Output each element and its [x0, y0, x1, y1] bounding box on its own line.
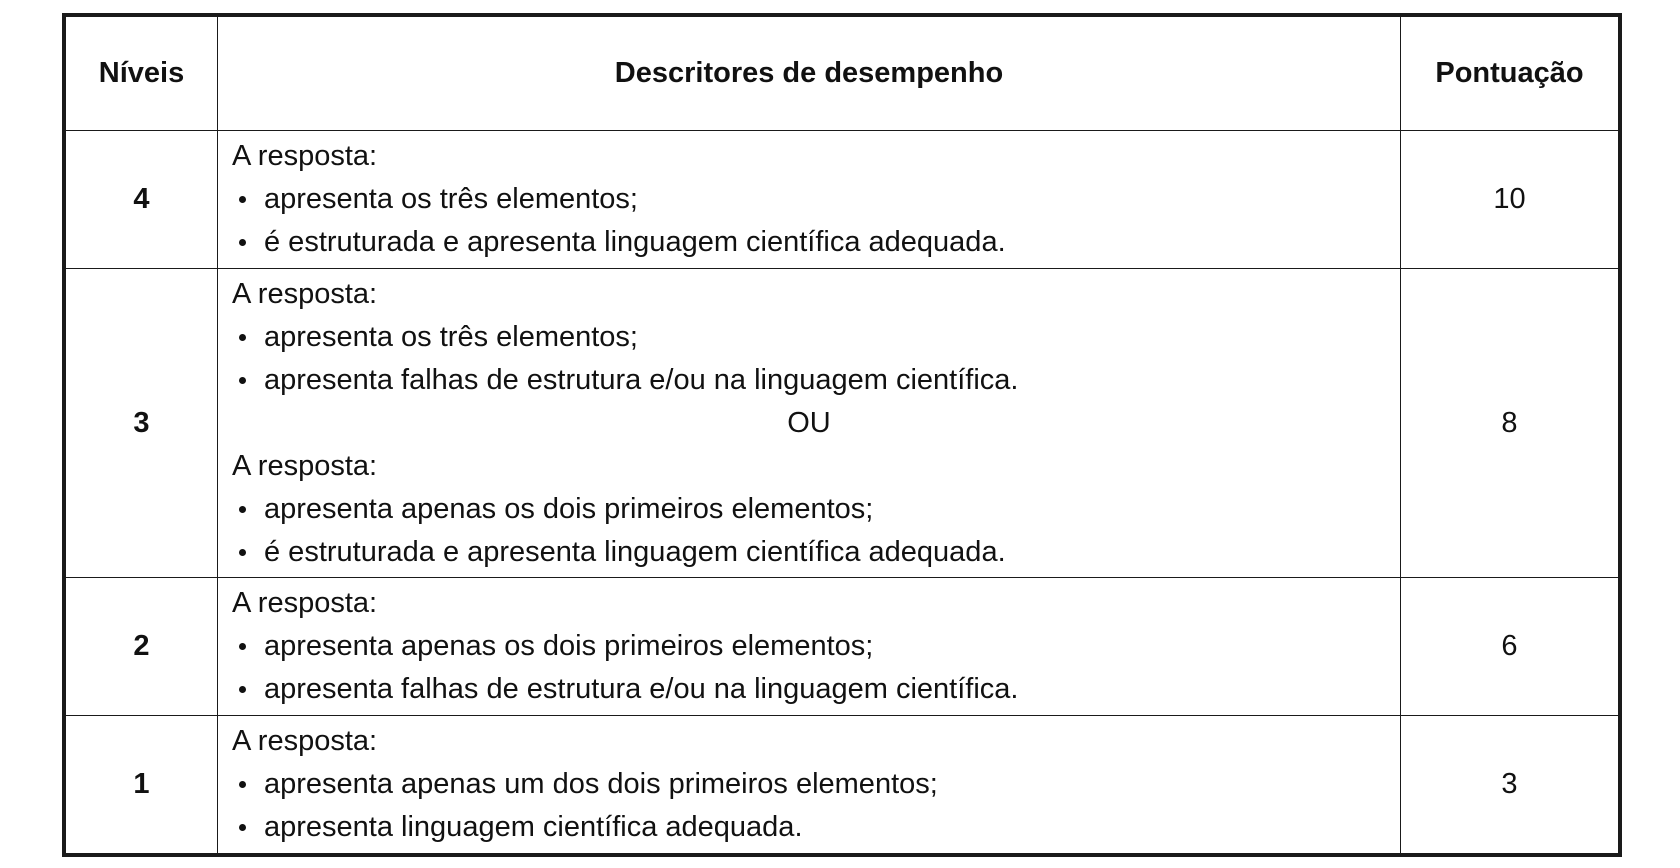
descriptor-cell	[218, 131, 1401, 268]
bullet-text: é estruturada e apresenta linguagem científica adequada.	[264, 226, 1006, 258]
bullet-icon	[239, 781, 246, 788]
bullet-icon	[239, 824, 246, 831]
level-cell: 4	[66, 131, 218, 268]
descriptor-intro: A resposta:	[232, 449, 378, 482]
bullet-icon	[239, 506, 246, 513]
descriptor-bullet	[232, 625, 1400, 668]
descriptor-intro: A resposta:	[232, 725, 378, 757]
bullet-icon	[239, 239, 246, 246]
bullet-text: apresenta linguagem científica adequada.	[264, 811, 803, 843]
descriptor-intro: A resposta:	[232, 277, 378, 310]
descriptor-bullet	[232, 221, 1400, 264]
table-row	[66, 716, 1618, 853]
descriptor-bullet	[232, 668, 1400, 711]
descriptor-cell	[218, 578, 1401, 715]
descriptor-bullet	[232, 178, 1400, 221]
bullet-icon	[239, 377, 246, 384]
table-row	[66, 269, 1618, 578]
bullet-text: apresenta falhas de estrutura e/ou na linguagem científica.	[264, 673, 1019, 705]
bullet-icon	[239, 643, 246, 650]
table-row	[66, 131, 1618, 269]
bullet-text: apresenta apenas os dois primeiros elementos;	[264, 630, 874, 662]
bullet-icon	[239, 686, 246, 693]
header-points: Pontuação	[1435, 57, 1584, 89]
header-levels: Níveis	[66, 17, 218, 130]
descriptor-bullet	[232, 806, 1400, 849]
descriptor-intro: A resposta:	[232, 140, 378, 172]
bullet-text: apresenta falhas de estrutura e/ou na linguagem científica.	[264, 363, 1019, 396]
level-cell: 1	[66, 716, 218, 853]
descriptor-bullet	[232, 531, 1400, 574]
points-cell: 10	[1493, 183, 1526, 215]
bullet-icon	[239, 549, 246, 556]
points-cell: 3	[1501, 768, 1518, 800]
descriptor-bullet	[232, 359, 1400, 402]
header-descriptors: Descritores de desempenho	[218, 17, 1401, 130]
descriptor-bullet	[232, 763, 1400, 806]
bullet-icon	[239, 196, 246, 203]
level-cell: 3	[66, 269, 218, 577]
descriptor-cell	[218, 269, 1401, 577]
bullet-text: apresenta os três elementos;	[264, 183, 638, 215]
bullet-text: apresenta apenas um dos dois primeiros elementos;	[264, 768, 938, 800]
level-cell: 2	[66, 578, 218, 715]
bullet-text: apresenta os três elementos;	[264, 320, 638, 353]
descriptor-cell	[218, 716, 1401, 853]
descriptor-intro: A resposta:	[232, 587, 378, 619]
bullet-icon	[239, 334, 246, 341]
table-row	[66, 578, 1618, 716]
points-cell: 6	[1501, 630, 1518, 662]
bullet-text: é estruturada e apresenta linguagem científica adequada.	[264, 535, 1006, 568]
bullet-text: apresenta apenas os dois primeiros elementos;	[264, 492, 874, 525]
or-separator: OU	[787, 406, 831, 439]
points-cell: 8	[1501, 406, 1518, 439]
rubric-table	[62, 13, 1622, 857]
descriptor-bullet	[232, 488, 1400, 531]
descriptor-bullet	[232, 316, 1400, 359]
header-row	[66, 17, 1618, 131]
